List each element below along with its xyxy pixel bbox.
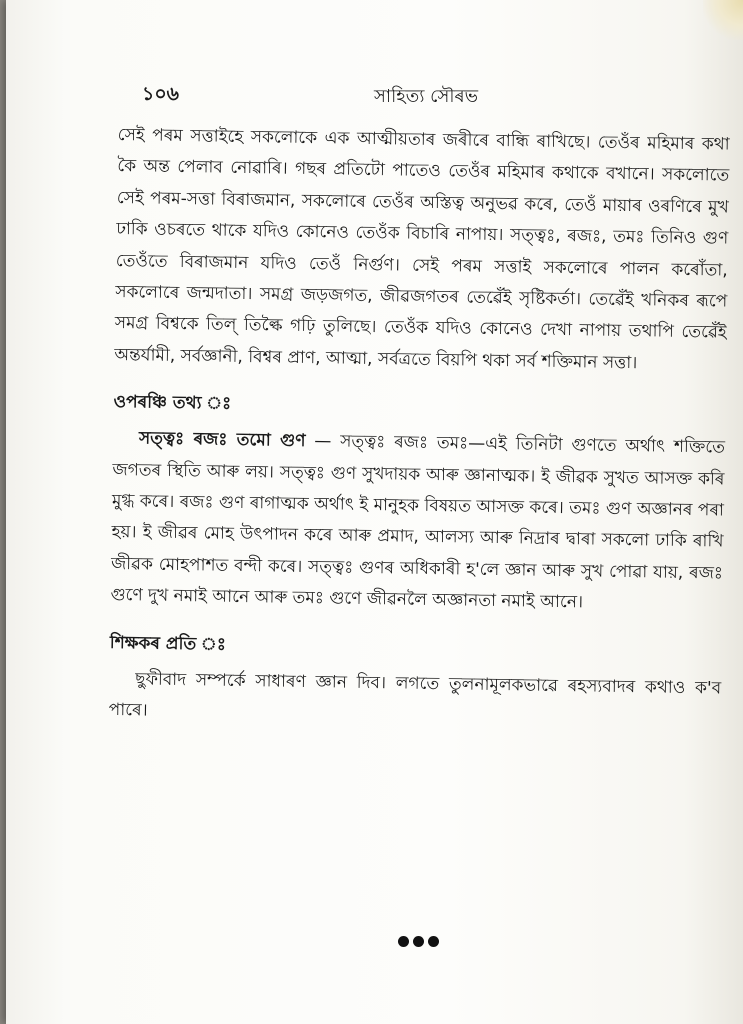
supplementary-body: — সত্ত্বঃ ৰজঃ তমঃ—এই তিনিটা গুণতে অৰ্থাৎ শক্তিতে জগতৰ স্থিতি আৰু লয়। সত্ত্বঃ গুণ সুখদায়ক আৰু জ্ঞানাত্মক। ই জীৱক সুখত আসক্ত কৰি মুগ্ধ কৰে। ৰজঃ গুণ ৰাগাত্মক অৰ্থাৎ ই মানুহক বিষয়ত আসক্ত কৰে। তমঃ গুণ অজ্ঞানৰ পৰা হয়। ই জীৱৰ মোহ উৎপাদন কৰে আৰু প্ৰমাদ, আলস্য আৰু নিদ্ৰাৰ দ্বাৰা সকলো ঢাকি ৰাখি জীৱক মোহপাশত বন্দী কৰে। সত্ত্বঃ গুণৰ অধিকাৰী হ'লে জ্ঞান আৰু সুখ পোৱা যায়, ৰজঃ গুণে দুখ নমাই আনে আৰু তমঃ গুণে জীৱনলৈ অজ্ঞানতা নমাই আনে। — [110, 431, 726, 613]
end-of-section-marker — [398, 936, 439, 947]
marker-dot — [428, 936, 439, 947]
running-title: সাহিত্য সৌৰভ — [374, 86, 479, 107]
marker-dot — [413, 936, 424, 947]
supplementary-heading: ওপৰঞ্চি তথ্য ঃ — [113, 392, 232, 415]
teacher-note-heading: শিক্ষকৰ প্ৰতি ঃ — [109, 632, 227, 655]
page-number: ১০৬ — [142, 83, 180, 105]
book-page — [6, 0, 743, 1024]
body-paragraph: সেই পৰম সত্তাইহে সকলোকে এক আত্মীয়তাৰ জৰীৰে বান্ধি ৰাখিছে। তেওঁৰ মহিমাৰ কথা কৈ অন্ত পেলাব নোৱাৰি। গছৰ প্ৰতিটো পাতেও তেওঁৰ মহিমাৰ কথাকে বখানে। সকলোতে সেই পৰম-সত্তা বিৰাজমান, সকলোৰে তেওঁৰ অস্তিত্ব অনুভৱ কৰে, তেওঁ মায়াৰ ওৰণিৰে মুখ ঢাকি ওচৰতে থাকে যদিও কোনেও তেওঁক বিচাৰি নাপায়। সত্ত্বঃ, ৰজঃ, তমঃ তিনিও গুণ তেওঁতে বিৰাজমান যদিও তেওঁ নিৰ্গুণ। সেই পৰম সত্তাই সকলোৰে পালন কৰোঁতা, সকলোৰে জন্মদাতা। সমগ্ৰ জড়জগত, জীৱজগতৰ তেৱেঁই সৃষ্টিকৰ্তা। তেৱেঁই খনিকৰ ৰূপে সমগ্ৰ বিশ্বকে তিল্ তিল্কৈ গঢ়ি তুলিছে। তেওঁক যদিও কোনেও দেখা নাপায় তথাপি তেৱেঁই অন্তৰ্যামী, সৰ্বজ্ঞানী, বিশ্বৰ প্ৰাণ, আত্মা, সৰ্বত্ৰতে বিয়পি থকা সৰ্ব শক্তিমান সত্তা। — [114, 124, 730, 374]
supplementary-paragraph — [110, 423, 725, 621]
marker-dot — [398, 936, 409, 947]
supplementary-lead-term: সত্ত্বঃ ৰজঃ তমো গুণ — [138, 428, 306, 452]
page-header — [142, 80, 702, 112]
teacher-note-paragraph: ছুফীবাদ সম্পৰ্কে সাধাৰণ জ্ঞান দিব। লগতে তুলনামূলকভাৱে ৰহস্যবাদৰ কথাও ক'ব পাৰে। — [108, 669, 722, 721]
page-content — [108, 120, 729, 736]
paper-stain — [703, 0, 743, 40]
